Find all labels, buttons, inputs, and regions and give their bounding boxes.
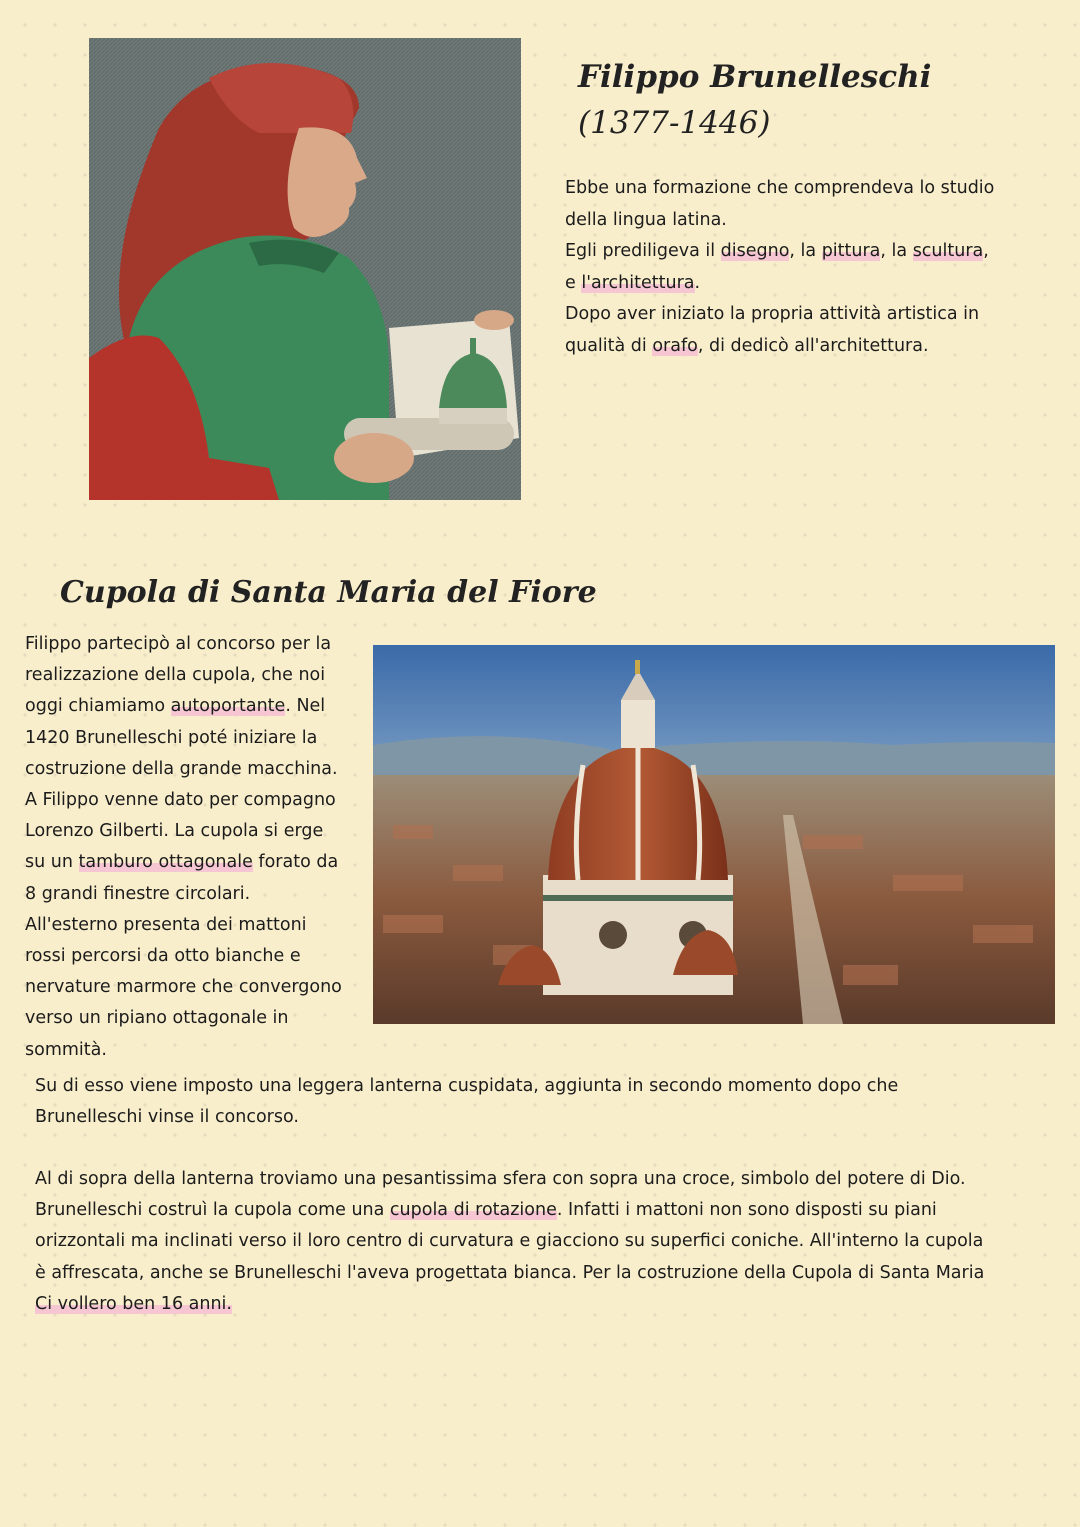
text-line: All'esterno presenta dei mattoni	[25, 914, 307, 935]
lantern-paragraph	[35, 1071, 1045, 1133]
text-line: Filippo partecipò al concorso per la	[25, 634, 332, 654]
highlight-cupola-rotazione: cupola di rotazione	[389, 1200, 557, 1221]
highlight-16-anni: Ci vollero ben 16 anni.	[35, 1293, 232, 1314]
text-line: è affrescata, anche se Brunelleschi l'aveva progettata bianca. Per la costruzione della Cupola di Santa Maria	[35, 1262, 985, 1283]
text-line: oggi chiamiamo autoportante. Nel	[25, 696, 326, 717]
cupola-description	[25, 629, 370, 1066]
section-title: Cupola di Santa Maria del Fiore	[60, 575, 597, 610]
text-line: rossi percorsi da otto bianche e	[25, 946, 301, 967]
highlight-scultura: scultura	[912, 241, 984, 261]
highlight-pittura: pittura	[821, 241, 881, 261]
portrait-name-title: Filippo Brunelleschi	[578, 59, 932, 95]
intro-paragraph	[565, 173, 1035, 362]
text-line: A Filippo venne dato per compagno	[25, 790, 336, 811]
portrait-years: (1377-1446)	[578, 105, 771, 141]
intro-line: Dopo aver iniziato la propria attività artistica in	[565, 304, 980, 324]
text-line: costruzione della grande macchina.	[25, 758, 338, 779]
highlight-orafo: orafo	[652, 335, 698, 356]
intro-line: e l'architettura.	[565, 272, 701, 293]
construction-paragraph	[35, 1164, 1045, 1320]
intro-line: Egli prediligeva il disegno, la pittura, la scultura,	[565, 241, 989, 261]
intro-line: della lingua latina.	[565, 209, 727, 230]
highlight-autoportante: autoportante	[170, 696, 286, 717]
text-line: Brunelleschi costruì la cupola come una cupola di rotazione. Infatti i mattoni non sono disposti su piani	[35, 1200, 937, 1221]
text-line: sommità.	[25, 1039, 107, 1060]
text-line: 1420 Brunelleschi poté iniziare la	[25, 727, 318, 748]
text-line: Brunelleschi vinse il concorso.	[35, 1107, 299, 1128]
text-line: nervature marmore che convergono	[25, 977, 342, 998]
text-line: Al di sopra della lanterna troviamo una pesantissima sfera con sopra una croce, simbolo del potere di Dio.	[35, 1169, 966, 1189]
text-line: Su di esso viene imposto una leggera lanterna cuspidata, aggiunta in secondo momento dopo che	[35, 1076, 899, 1096]
text-line: su un tamburo ottagonale forato da	[25, 852, 339, 873]
duomo-florence-photo	[373, 645, 1055, 1024]
text-line: orizzontali ma inclinati verso il loro centro di curvatura e giacciono su superfici coniche. All'interno la cupola	[35, 1231, 984, 1252]
text-line: verso un ripiano ottagonale in	[25, 1008, 289, 1029]
text-line: Lorenzo Gilberti. La cupola si erge	[25, 821, 324, 842]
highlight-architettura: l'architettura	[581, 272, 695, 293]
text-line	[35, 1289, 1045, 1320]
brunelleschi-portrait-image	[89, 38, 521, 500]
highlight-tamburo: tamburo ottagonale	[78, 852, 253, 873]
text-line: realizzazione della cupola, che noi	[25, 665, 326, 686]
intro-line: Ebbe una formazione che comprendeva lo studio	[565, 178, 995, 198]
text-line: 8 grandi finestre circolari.	[25, 883, 251, 904]
highlight-disegno: disegno	[720, 241, 790, 261]
intro-line: qualità di orafo, di dedicò all'architettura.	[565, 335, 929, 356]
